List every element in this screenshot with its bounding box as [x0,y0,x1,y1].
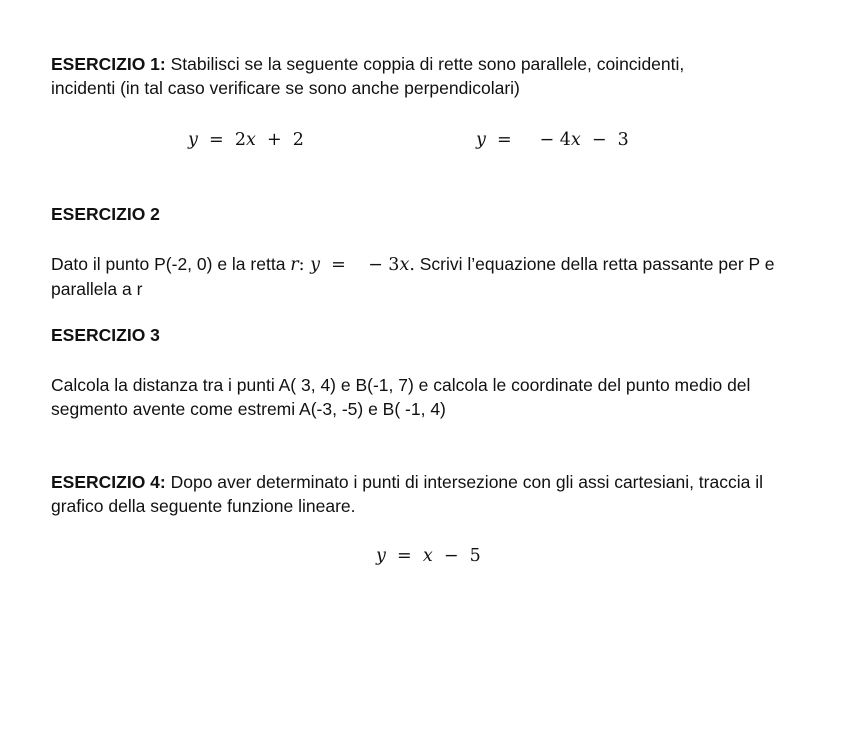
exercise-2-text-before: Dato il punto P(-2, 0) e la retta [51,254,291,274]
exercise-2 [51,252,821,301]
exercise-3-heading: ESERCIZIO 3 [51,325,160,345]
exercise-2-text-2: parallela a r [51,279,143,299]
exercise-4-text-1: Dopo aver determinato i punti di intersezione con gli assi cartesiani, traccia il [165,472,763,492]
ex2-r: r [290,255,299,275]
exercise-4-heading: ESERCIZIO 4: [51,472,166,492]
ex2-y: y [310,255,321,275]
exercise-3-heading-block [51,323,821,347]
exercise-1-text-2: incidenti (in tal caso verificare se sono anche perpendicolari) [51,78,520,98]
eq-right-equals: = − 4 [485,130,571,150]
exercise-2-inline-equation [290,255,415,275]
ex4-x: x [422,546,433,566]
ex4-y: y [376,546,386,566]
ex2-equals: = − 3 [320,255,400,275]
exercise-4 [51,470,821,518]
exercise-1-line-1 [51,52,821,76]
eq-left-y: y [188,130,198,150]
eq-left-equals: = [197,130,235,150]
ex2-dot: . [409,255,415,275]
exercise-2-heading-block [51,202,821,226]
exercise-3-text-1: Calcola la distanza tra i punti A( 3, 4) e B(-1, 7) e calcola le coordinate del punto medio del [51,375,751,395]
exercise-2-heading: ESERCIZIO 2 [51,204,160,224]
exercise-4-text-2: grafico della seguente funzione lineare. [51,496,356,516]
eq-right-rest: − 3 [580,130,629,150]
exercise-4-line-1 [51,470,821,494]
exercise-1-equation-left [188,128,304,152]
eq-left-x: x [245,130,256,150]
exercise-2-line-1 [51,252,821,277]
exercise-3 [51,373,821,421]
exercise-4-equation [376,544,481,568]
eq-left-coefficient: 2 [234,130,246,150]
exercise-2-text-after: Scrivi l’equazione della retta passante per P e [414,254,775,274]
exercise-3-text-2: segmento avente come estremi A(-3, -5) e B( -1, 4) [51,399,446,419]
exercise-1-text-1: Stabilisci se la seguente coppia di rette sono parallele, coincidenti, [165,54,685,74]
ex2-x: x [399,255,410,275]
ex4-rest: − 5 [432,546,481,566]
exercise-1-heading: ESERCIZIO 1: [51,54,166,74]
eq-right-y: y [476,130,486,150]
eq-right-x: x [570,130,581,150]
exercise-1 [51,52,821,100]
ex2-colon: : [298,255,311,275]
eq-left-rest: + 2 [255,130,304,150]
exercise-1-equation-right [476,128,629,152]
ex4-equals: = [385,546,423,566]
